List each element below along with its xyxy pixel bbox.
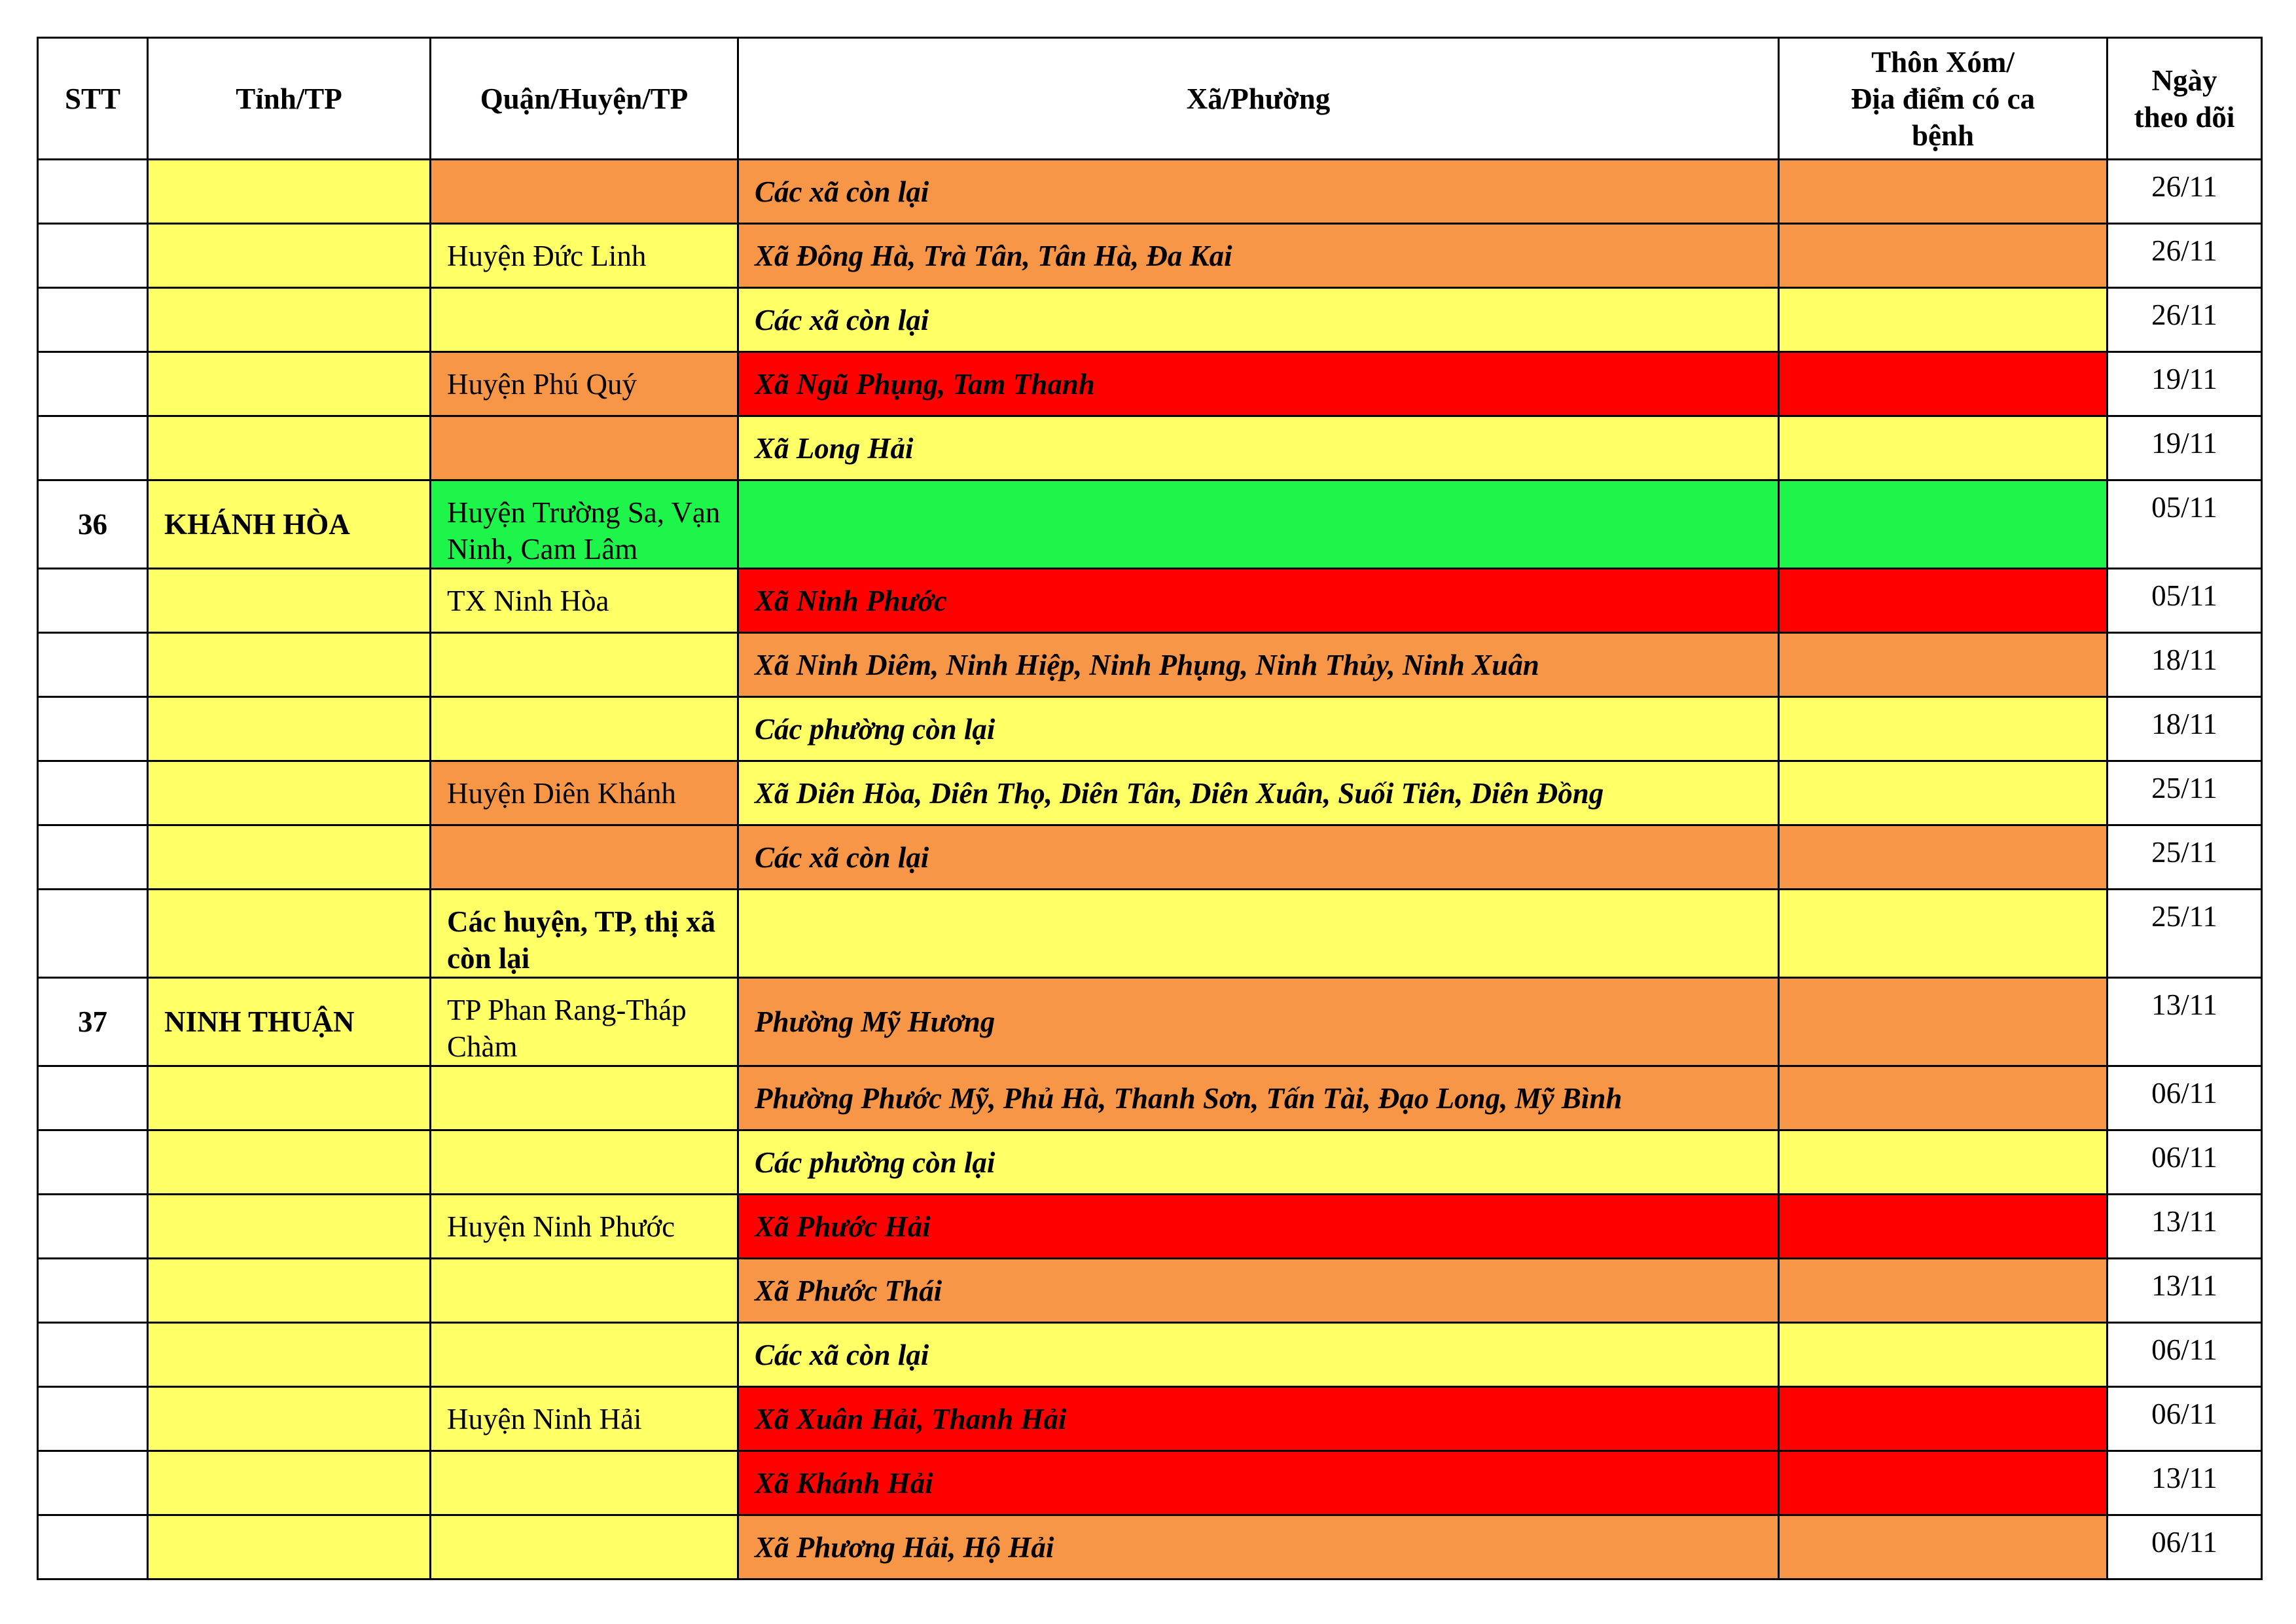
date-cell: 06/11	[2108, 1387, 2262, 1451]
location-cell	[1779, 761, 2108, 825]
location-cell	[1779, 978, 2108, 1066]
district-cell: TP Phan Rang-Tháp Chàm	[431, 978, 738, 1066]
header-stt: STT	[38, 38, 148, 160]
header-date-line1: Ngày	[2151, 63, 2217, 97]
covid-risk-table	[37, 37, 2263, 1580]
stt-cell	[38, 416, 148, 480]
stt-cell	[38, 1195, 148, 1259]
ward-cell	[738, 890, 1779, 978]
province-cell	[148, 569, 431, 633]
ward-cell: Xã Phương Hải, Hộ Hải	[738, 1515, 1779, 1579]
header-location-line1: Thôn Xóm/	[1871, 45, 2015, 79]
ward-cell: Các xã còn lại	[738, 160, 1779, 224]
header-location-line3: bệnh	[1911, 118, 1975, 152]
stt-cell	[38, 352, 148, 416]
table-row	[38, 1451, 2262, 1515]
province-cell	[148, 825, 431, 890]
district-cell	[431, 1515, 738, 1579]
ward-cell: Xã Khánh Hải	[738, 1451, 1779, 1515]
province-cell	[148, 1387, 431, 1451]
ward-cell: Các phường còn lại	[738, 697, 1779, 761]
date-cell: 06/11	[2108, 1066, 2262, 1130]
district-cell	[431, 825, 738, 890]
district-cell	[431, 1066, 738, 1130]
ward-cell	[738, 480, 1779, 569]
province-cell	[148, 416, 431, 480]
ward-cell: Xã Ninh Diêm, Ninh Hiệp, Ninh Phụng, Ninh Thủy, Ninh Xuân	[738, 633, 1779, 697]
header-ward: Xã/Phường	[738, 38, 1779, 160]
table-row	[38, 416, 2262, 480]
table-row	[38, 288, 2262, 352]
ward-cell: Xã Xuân Hải, Thanh Hải	[738, 1387, 1779, 1451]
date-cell: 19/11	[2108, 416, 2262, 480]
table-row	[38, 1259, 2262, 1323]
location-cell	[1779, 1515, 2108, 1579]
location-cell	[1779, 224, 2108, 288]
stt-cell	[38, 633, 148, 697]
table-row	[38, 825, 2262, 890]
location-cell	[1779, 1066, 2108, 1130]
location-cell	[1779, 1195, 2108, 1259]
province-cell	[148, 890, 431, 978]
table-row	[38, 1515, 2262, 1579]
table-row	[38, 480, 2262, 569]
location-cell	[1779, 288, 2108, 352]
location-cell	[1779, 1323, 2108, 1387]
ward-cell: Phường Phước Mỹ, Phủ Hà, Thanh Sơn, Tấn Tài, Đạo Long, Mỹ Bình	[738, 1066, 1779, 1130]
district-cell	[431, 1323, 738, 1387]
location-cell	[1779, 825, 2108, 890]
header-location	[1779, 38, 2108, 160]
province-cell	[148, 1515, 431, 1579]
province-cell	[148, 1130, 431, 1195]
table-row	[38, 352, 2262, 416]
district-cell: Huyện Phú Quý	[431, 352, 738, 416]
table-row	[38, 761, 2262, 825]
province-cell	[148, 224, 431, 288]
location-cell	[1779, 1451, 2108, 1515]
province-cell	[148, 160, 431, 224]
stt-cell	[38, 1451, 148, 1515]
date-cell: 06/11	[2108, 1515, 2262, 1579]
table-row	[38, 633, 2262, 697]
ward-cell: Xã Đông Hà, Trà Tân, Tân Hà, Đa Kai	[738, 224, 1779, 288]
date-cell: 26/11	[2108, 288, 2262, 352]
ward-cell: Các xã còn lại	[738, 288, 1779, 352]
date-cell: 18/11	[2108, 697, 2262, 761]
district-cell: TX Ninh Hòa	[431, 569, 738, 633]
date-cell: 25/11	[2108, 890, 2262, 978]
stt-cell	[38, 1387, 148, 1451]
ward-cell: Xã Ninh Phước	[738, 569, 1779, 633]
province-cell	[148, 1066, 431, 1130]
stt-cell: 37	[38, 978, 148, 1066]
stt-cell	[38, 569, 148, 633]
date-cell: 25/11	[2108, 825, 2262, 890]
location-cell	[1779, 633, 2108, 697]
province-cell	[148, 1323, 431, 1387]
district-cell	[431, 633, 738, 697]
province-cell	[148, 697, 431, 761]
province-cell	[148, 1195, 431, 1259]
table-row	[38, 160, 2262, 224]
ward-cell: Các xã còn lại	[738, 1323, 1779, 1387]
district-cell	[431, 160, 738, 224]
province-cell	[148, 761, 431, 825]
location-cell	[1779, 1387, 2108, 1451]
date-cell: 13/11	[2108, 978, 2262, 1066]
stt-cell	[38, 761, 148, 825]
stt-cell: 36	[38, 480, 148, 569]
ward-cell: Xã Long Hải	[738, 416, 1779, 480]
province-cell: NINH THUẬN	[148, 978, 431, 1066]
date-cell: 05/11	[2108, 569, 2262, 633]
district-cell	[431, 288, 738, 352]
location-cell	[1779, 1259, 2108, 1323]
district-cell: Huyện Đức Linh	[431, 224, 738, 288]
district-cell	[431, 697, 738, 761]
table-row	[38, 1387, 2262, 1451]
province-cell	[148, 352, 431, 416]
date-cell: 26/11	[2108, 160, 2262, 224]
stt-cell	[38, 825, 148, 890]
location-cell	[1779, 890, 2108, 978]
ward-cell: Xã Phước Thái	[738, 1259, 1779, 1323]
location-cell	[1779, 352, 2108, 416]
table-row	[38, 697, 2262, 761]
date-cell: 13/11	[2108, 1195, 2262, 1259]
date-cell: 06/11	[2108, 1323, 2262, 1387]
stt-cell	[38, 1259, 148, 1323]
date-cell: 13/11	[2108, 1259, 2262, 1323]
table-row	[38, 569, 2262, 633]
province-cell	[148, 288, 431, 352]
location-cell	[1779, 480, 2108, 569]
table-row	[38, 224, 2262, 288]
location-cell	[1779, 1130, 2108, 1195]
ward-cell: Các xã còn lại	[738, 825, 1779, 890]
ward-cell: Xã Diên Hòa, Diên Thọ, Diên Tân, Diên Xuân, Suối Tiên, Diên Đồng	[738, 761, 1779, 825]
table-row	[38, 890, 2262, 978]
date-cell: 18/11	[2108, 633, 2262, 697]
table-row	[38, 978, 2262, 1066]
district-cell	[431, 1259, 738, 1323]
stt-cell	[38, 697, 148, 761]
table-row	[38, 1066, 2262, 1130]
date-cell: 06/11	[2108, 1130, 2262, 1195]
ward-cell: Xã Phước Hải	[738, 1195, 1779, 1259]
table-row	[38, 1130, 2262, 1195]
district-cell: Các huyện, TP, thị xã còn lại	[431, 890, 738, 978]
table-row	[38, 1195, 2262, 1259]
location-cell	[1779, 697, 2108, 761]
date-cell: 25/11	[2108, 761, 2262, 825]
location-cell	[1779, 569, 2108, 633]
header-location-line2: Địa điểm có ca	[1850, 82, 2036, 115]
district-cell: Huyện Trường Sa, Vạn Ninh, Cam Lâm	[431, 480, 738, 569]
header-row	[38, 38, 2262, 160]
ward-cell: Xã Ngũ Phụng, Tam Thanh	[738, 352, 1779, 416]
header-date-line2: theo dõi	[2134, 100, 2235, 134]
header-province: Tỉnh/TP	[148, 38, 431, 160]
province-cell	[148, 1451, 431, 1515]
district-cell	[431, 416, 738, 480]
ward-cell: Các phường còn lại	[738, 1130, 1779, 1195]
date-cell: 13/11	[2108, 1451, 2262, 1515]
district-cell	[431, 1130, 738, 1195]
stt-cell	[38, 890, 148, 978]
province-cell	[148, 633, 431, 697]
district-cell: Huyện Diên Khánh	[431, 761, 738, 825]
stt-cell	[38, 1515, 148, 1579]
header-district: Quận/Huyện/TP	[431, 38, 738, 160]
date-cell: 19/11	[2108, 352, 2262, 416]
province-cell	[148, 1259, 431, 1323]
stt-cell	[38, 288, 148, 352]
date-cell: 26/11	[2108, 224, 2262, 288]
header-date	[2108, 38, 2262, 160]
ward-cell: Phường Mỹ Hương	[738, 978, 1779, 1066]
stt-cell	[38, 1066, 148, 1130]
district-cell: Huyện Ninh Hải	[431, 1387, 738, 1451]
table-row	[38, 1323, 2262, 1387]
province-cell: KHÁNH HÒA	[148, 480, 431, 569]
date-cell: 05/11	[2108, 480, 2262, 569]
stt-cell	[38, 1323, 148, 1387]
district-cell	[431, 1451, 738, 1515]
district-cell: Huyện Ninh Phước	[431, 1195, 738, 1259]
stt-cell	[38, 160, 148, 224]
location-cell	[1779, 416, 2108, 480]
location-cell	[1779, 160, 2108, 224]
stt-cell	[38, 1130, 148, 1195]
stt-cell	[38, 224, 148, 288]
